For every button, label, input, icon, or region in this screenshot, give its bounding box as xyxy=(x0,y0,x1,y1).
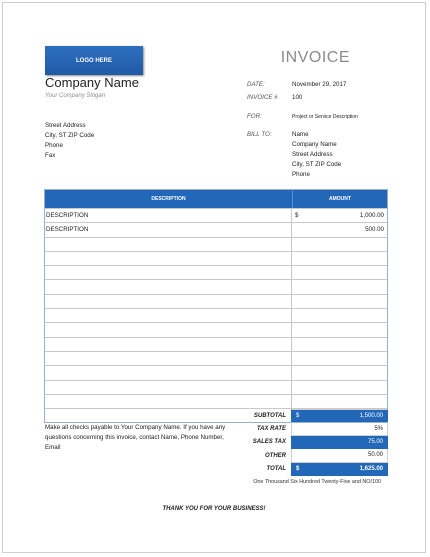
bill-to-label: BILL TO: xyxy=(247,131,272,138)
bill-to-company[interactable]: Company Name xyxy=(292,141,337,148)
totals-label: SALES TAX xyxy=(252,439,286,446)
row-description[interactable] xyxy=(45,366,292,379)
table-row[interactable] xyxy=(45,365,387,379)
row-amount[interactable] xyxy=(292,295,387,308)
row-amount[interactable] xyxy=(292,381,387,394)
table-row[interactable] xyxy=(45,337,387,351)
totals-amount: 50.00 xyxy=(367,452,383,459)
currency-symbol: $ xyxy=(296,465,300,472)
amount-value: 1,000.00 xyxy=(359,212,384,220)
row-description[interactable] xyxy=(45,238,292,251)
totals-value[interactable] xyxy=(291,422,388,435)
totals-row xyxy=(213,422,388,435)
amount-value: 500.00 xyxy=(365,226,384,234)
row-description[interactable] xyxy=(45,295,292,308)
row-description[interactable] xyxy=(45,338,292,351)
company-address xyxy=(45,121,94,161)
row-amount[interactable] xyxy=(292,238,387,251)
invoice-title: INVOICE xyxy=(280,49,350,66)
row-description[interactable] xyxy=(45,395,292,408)
company-phone: Phone xyxy=(45,142,63,149)
bill-to-phone[interactable]: Phone xyxy=(292,171,310,178)
totals-label: SUBTOTAL xyxy=(253,412,286,419)
bill-to-block xyxy=(292,130,341,180)
row-description[interactable] xyxy=(45,266,292,279)
totals-amount: 1,500.00 xyxy=(359,412,383,419)
table-row[interactable] xyxy=(45,394,387,408)
row-description[interactable] xyxy=(45,309,292,322)
row-description[interactable] xyxy=(45,280,292,293)
table-row[interactable] xyxy=(45,279,387,293)
for-label: FOR: xyxy=(247,113,262,120)
invoice-page xyxy=(2,2,426,553)
totals-amount: 5% xyxy=(374,425,383,432)
row-amount[interactable] xyxy=(292,323,387,336)
row-amount[interactable] xyxy=(292,252,387,265)
row-amount[interactable] xyxy=(292,352,387,365)
invoice-number-label: INVOICE # xyxy=(247,94,278,101)
totals-value[interactable] xyxy=(291,449,388,462)
table-header xyxy=(45,190,387,208)
table-row[interactable] xyxy=(45,322,387,336)
totals-row xyxy=(213,436,388,449)
row-description[interactable] xyxy=(45,381,292,394)
row-amount[interactable] xyxy=(292,309,387,322)
table-row[interactable] xyxy=(45,351,387,365)
table-row[interactable] xyxy=(45,380,387,394)
amount-in-words: One Thousand Six Hundred Twenty-Five and NO/100 xyxy=(253,479,381,485)
line-items-table xyxy=(44,189,388,423)
table-row[interactable] xyxy=(45,208,387,222)
currency-symbol: $ xyxy=(296,412,300,419)
table-body xyxy=(45,208,387,422)
totals-value[interactable] xyxy=(291,436,388,449)
row-amount[interactable] xyxy=(292,338,387,351)
totals-amount: 1,625.00 xyxy=(359,465,383,472)
row-description[interactable]: DESCRIPTION xyxy=(45,209,292,222)
company-fax: Fax xyxy=(45,152,56,159)
row-description[interactable] xyxy=(45,252,292,265)
table-row[interactable] xyxy=(45,222,387,236)
totals-value[interactable] xyxy=(291,409,388,422)
totals-row xyxy=(213,463,388,476)
row-description[interactable] xyxy=(45,352,292,365)
company-slogan: Your Company Slogan xyxy=(45,93,106,99)
date-value[interactable]: November 29, 2017 xyxy=(292,81,347,88)
row-amount[interactable] xyxy=(292,395,387,408)
for-value[interactable]: Project or Service Description xyxy=(292,114,358,120)
totals-row xyxy=(213,449,388,462)
totals-value[interactable] xyxy=(291,463,388,476)
bill-to-city[interactable]: City, ST ZIP Code xyxy=(292,161,342,168)
row-amount[interactable] xyxy=(292,366,387,379)
thank-you-message: THANK YOU FOR YOUR BUSINESS! xyxy=(162,506,266,512)
row-amount[interactable] xyxy=(292,266,387,279)
currency-symbol: $ xyxy=(295,212,299,220)
payment-note: Make all checks payable to Your Company Name. If you have any questions concerning this invoice, contact Name, Phone Number, Email xyxy=(45,424,226,451)
table-row[interactable] xyxy=(45,265,387,279)
row-description[interactable] xyxy=(45,323,292,336)
totals-label: TAX RATE xyxy=(256,426,286,433)
row-description[interactable]: DESCRIPTION xyxy=(45,223,292,236)
totals-label: TOTAL xyxy=(266,466,286,473)
totals-block xyxy=(213,409,388,476)
totals-row xyxy=(213,409,388,422)
totals-amount: 75.00 xyxy=(367,438,383,445)
table-row[interactable] xyxy=(45,251,387,265)
description-header: DESCRIPTION xyxy=(45,190,293,208)
row-amount[interactable] xyxy=(292,223,387,236)
bill-to-name[interactable]: Name xyxy=(292,131,309,138)
company-name: Company Name xyxy=(45,75,139,90)
bill-to-street[interactable]: Street Address xyxy=(292,151,333,158)
table-row[interactable] xyxy=(45,237,387,251)
table-row[interactable] xyxy=(45,294,387,308)
company-city: City, ST ZIP Code xyxy=(45,132,95,139)
row-amount[interactable] xyxy=(292,280,387,293)
totals-label: OTHER xyxy=(265,452,286,459)
row-amount[interactable] xyxy=(292,209,387,222)
date-label: DATE: xyxy=(247,81,265,88)
table-row[interactable] xyxy=(45,308,387,322)
company-street: Street Address xyxy=(45,122,86,129)
amount-header: AMOUNT xyxy=(329,196,351,202)
invoice-number-value[interactable]: 100 xyxy=(292,94,303,101)
logo-placeholder[interactable]: LOGO HERE xyxy=(45,46,143,75)
